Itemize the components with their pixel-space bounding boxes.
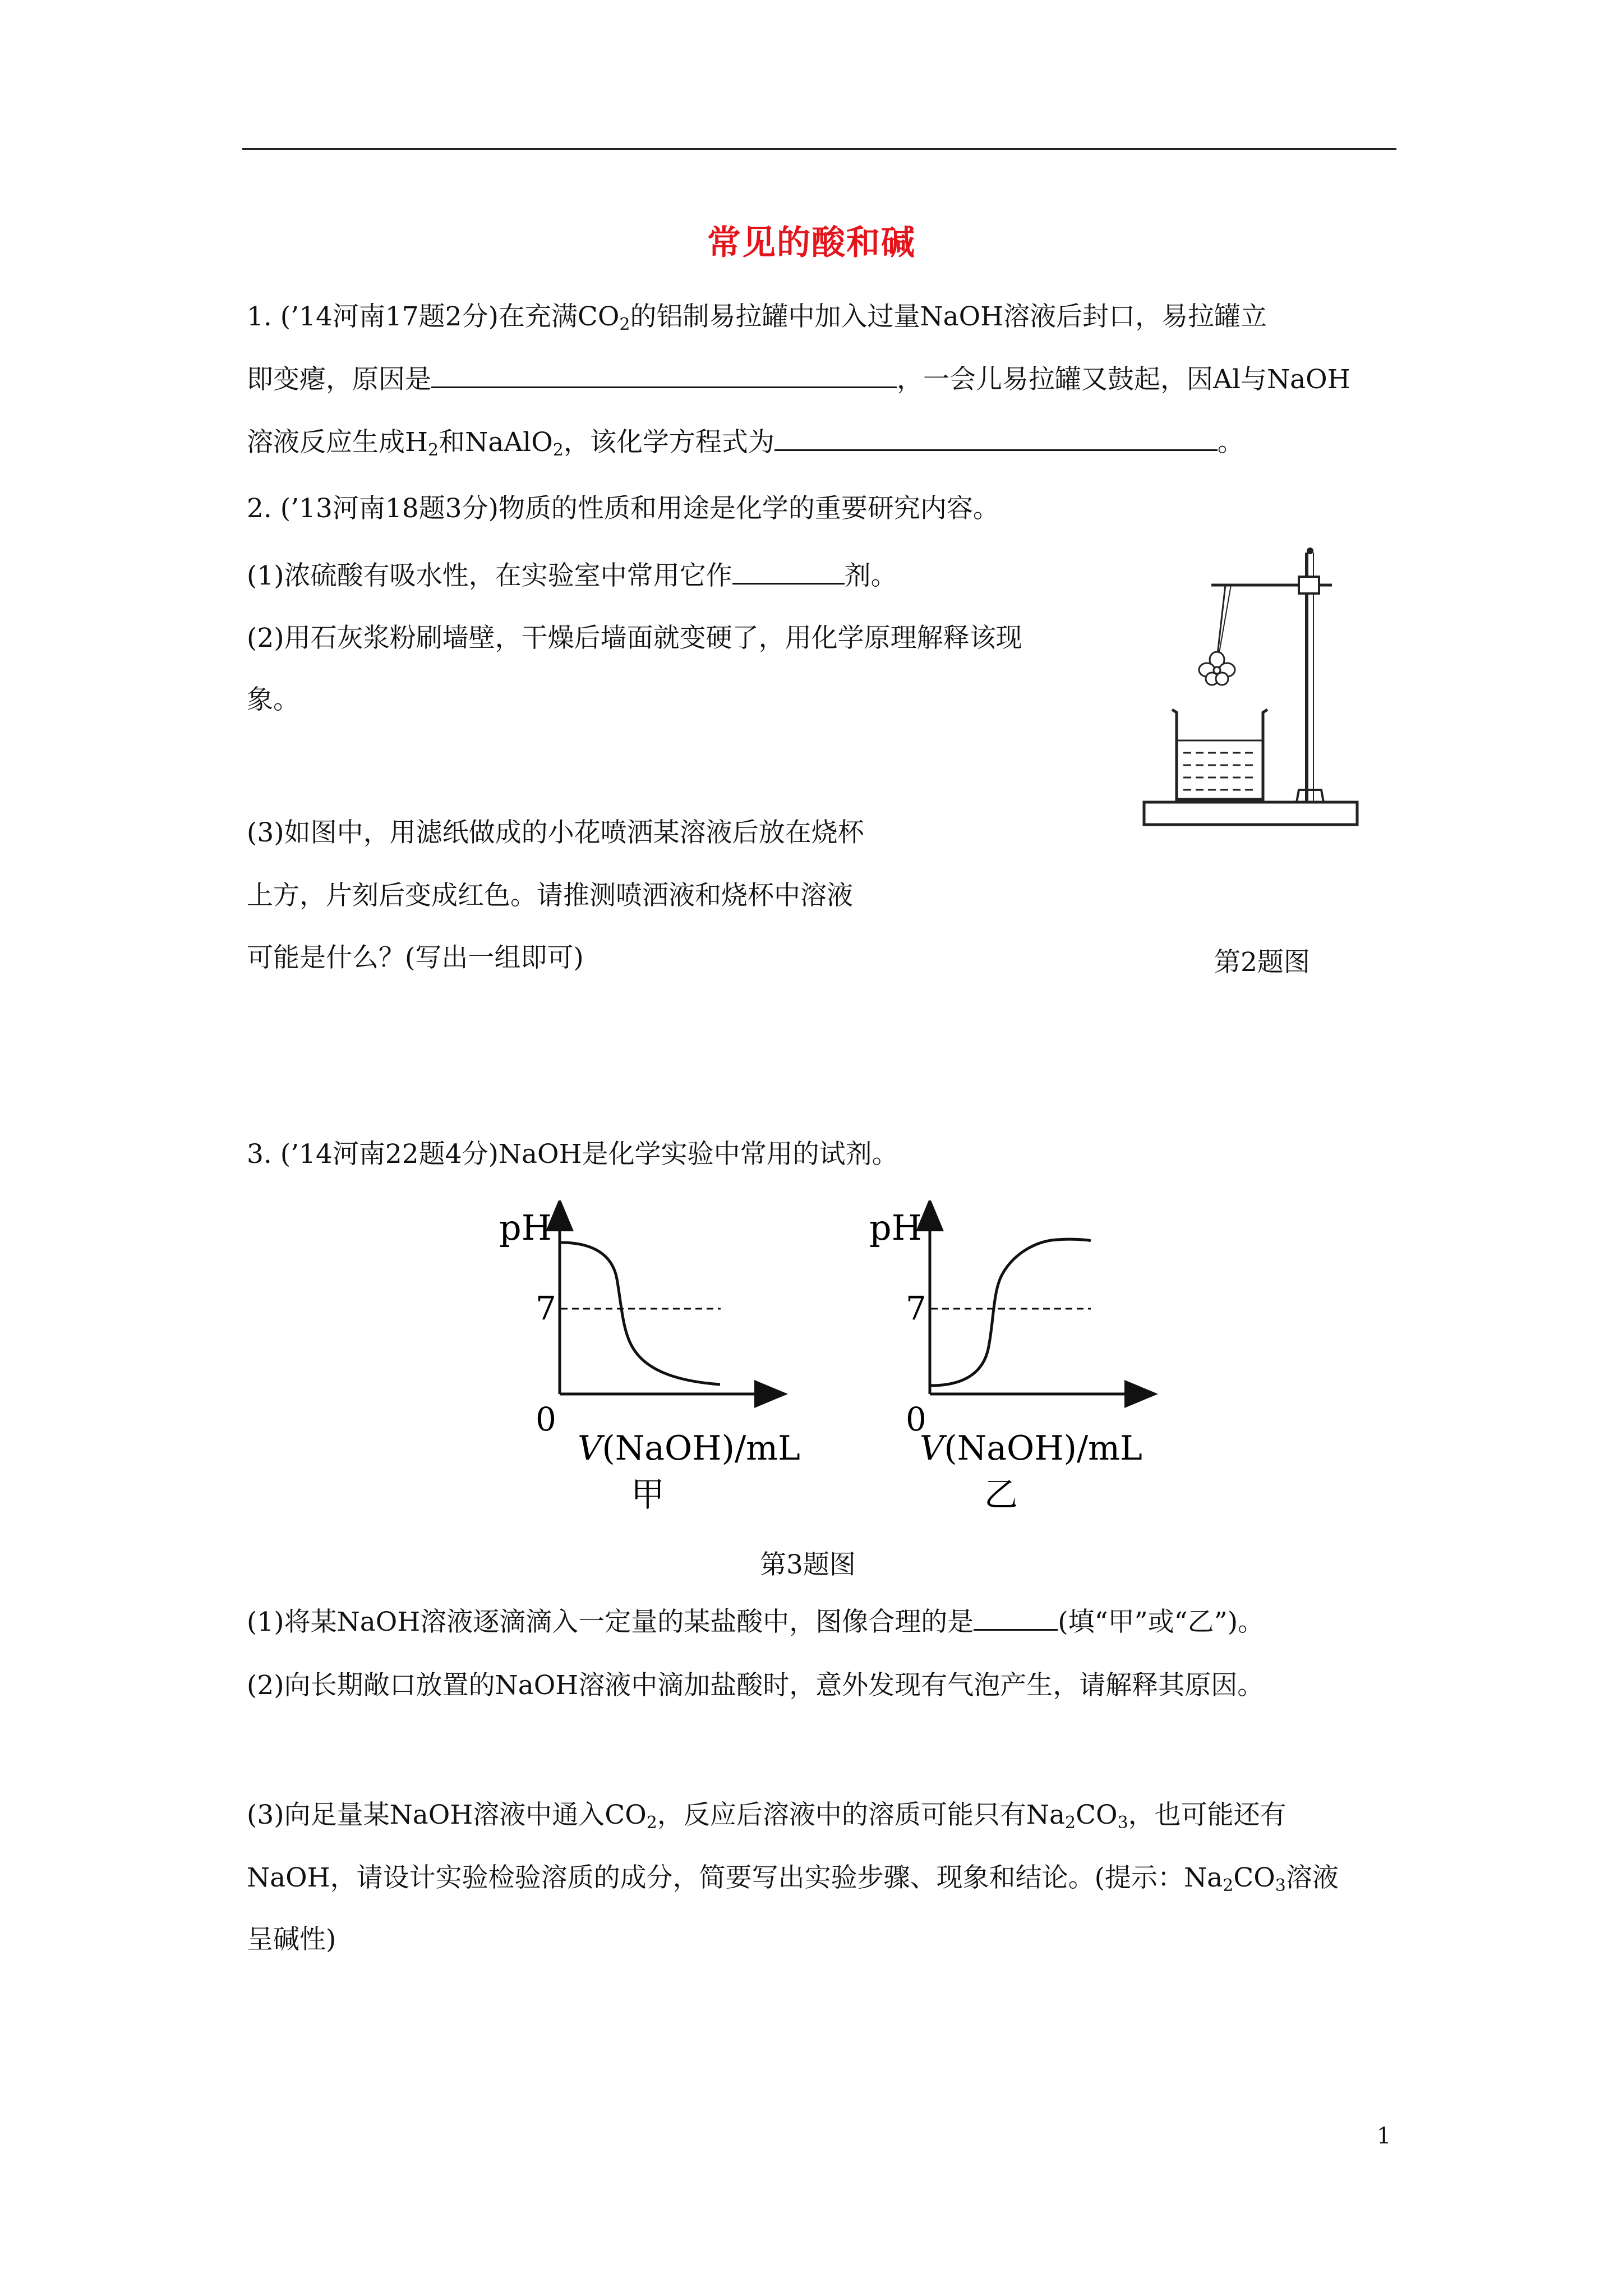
y-tick-7: 7 xyxy=(536,1289,556,1327)
q2-part3-line3: 可能是什么？(写出一组即可) xyxy=(247,942,584,973)
beaker-icon xyxy=(1172,710,1267,799)
q2-part3-line1: (3)如图中，用滤纸做成的小花喷洒某溶液后放在烧杯 xyxy=(247,817,864,848)
y-tick-7: 7 xyxy=(906,1289,926,1327)
q2-figure-caption: 第2题图 xyxy=(1214,947,1310,978)
q3-part3-line1: (3)向足量某NaOH溶液中通入$CO_2$，反应后溶液中的溶质可能只有$Na_2CO_3$，也可能还有 xyxy=(247,1800,1287,1833)
chart-title-jia: 甲 xyxy=(631,1475,665,1515)
series-line-yi xyxy=(931,1239,1091,1386)
q3-part3-line3: 呈碱性) xyxy=(247,1924,336,1955)
y-tick-0: 0 xyxy=(906,1400,926,1438)
page-number: 1 xyxy=(1377,2123,1391,2149)
x-axis-label: V(NaOH)/mL xyxy=(578,1429,800,1468)
q1-line2: 即变瘪，原因是 ，一会儿易拉罐又鼓起，因Al与NaOH xyxy=(247,362,1350,397)
y-axis-label: pH xyxy=(499,1207,552,1248)
q1-answer-blank-2[interactable] xyxy=(774,425,1218,451)
q1-answer-blank-1[interactable] xyxy=(431,362,897,388)
page-title: 常见的酸和碱 xyxy=(707,223,916,263)
beaker-apparatus-figure xyxy=(1133,544,1368,836)
q2-part2-line2: 象。 xyxy=(247,684,299,715)
q3-answer-blank[interactable] xyxy=(974,1604,1058,1631)
ph-chart-yi xyxy=(852,1200,1189,1520)
header-rule xyxy=(242,148,1396,150)
q2-answer-blank[interactable] xyxy=(732,558,845,585)
q1-line1: 1. (’14河南17题2分)在充满$CO_2$的铝制易拉罐中加入过量NaOH溶液后封口，易拉罐立 xyxy=(247,301,1267,334)
chart-title-yi: 乙 xyxy=(984,1475,1018,1515)
stand-base xyxy=(1144,802,1357,825)
paper-flower-icon xyxy=(1199,652,1235,685)
q2-part1: (1)浓硫酸有吸水性，在实验室中常用它作 剂。 xyxy=(247,558,897,593)
q1-line3: 溶液反应生成$H_2$和NaAlO$_2$，该化学方程式为 。 xyxy=(247,425,1244,459)
q2-part3-line2: 上方，片刻后变成红色。请推测喷洒液和烧杯中溶液 xyxy=(247,880,853,911)
y-tick-0: 0 xyxy=(536,1400,556,1438)
q2-stem: 2. (’13河南18题3分)物质的性质和用途是化学的重要研究内容。 xyxy=(247,493,999,524)
x-axis-label: V(NaOH)/mL xyxy=(920,1429,1142,1468)
q3-figure-caption: 第3题图 xyxy=(760,1549,856,1580)
series-line-jia xyxy=(561,1243,720,1384)
y-axis-label: pH xyxy=(869,1207,922,1248)
q3-stem: 3. (’14河南22题4分)NaOH是化学实验中常用的试剂。 xyxy=(247,1139,898,1170)
ph-chart-jia xyxy=(482,1200,819,1520)
q3-part1: (1)将某NaOH溶液逐滴滴入一定量的某盐酸中，图像合理的是 (填“甲”或“乙”)。 xyxy=(247,1604,1264,1639)
q3-part2: (2)向长期敞口放置的NaOH溶液中滴加盐酸时，意外发现有气泡产生，请解释其原因。 xyxy=(247,1670,1264,1701)
q3-part3-line2: NaOH，请设计实验检验溶质的成分，简要写出实验步骤、现象和结论。(提示：$Na_2CO_3$溶液 xyxy=(247,1862,1339,1895)
q2-part2-line1: (2)用石灰浆粉刷墙壁，干燥后墙面就变硬了，用化学原理解释该现 xyxy=(247,623,1022,654)
